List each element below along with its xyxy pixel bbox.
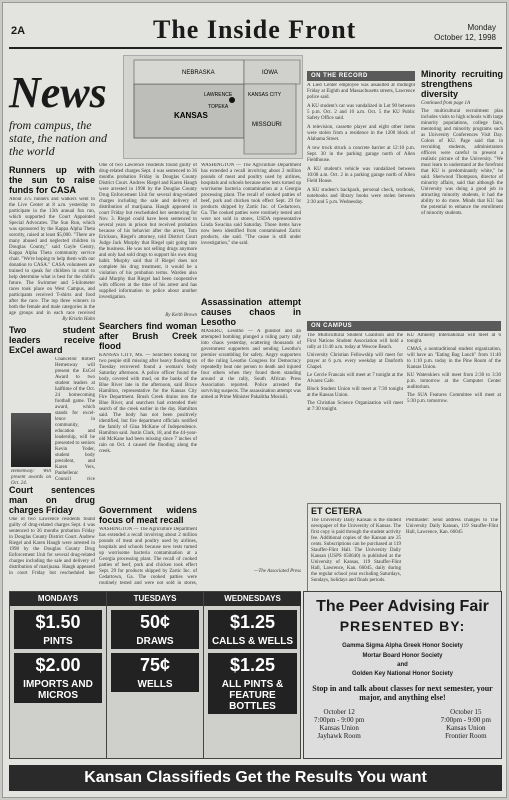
session-room: Frontier Room — [445, 732, 487, 740]
et-cetera-title: ET CETERA — [311, 506, 363, 516]
on-the-record-header: ON THE RECORD — [307, 71, 415, 81]
campus-item: KU Amnesty International will meet at 6 tonight. — [407, 333, 501, 344]
ad-item: CALLS & WELLS — [208, 634, 297, 649]
masthead-day: Monday — [467, 23, 496, 32]
map-label-lawrence: LAWRENCE — [204, 92, 233, 98]
map-graphic — [124, 56, 302, 158]
campus-item: University Christian Fellowship will meet for prayer at 6 p.m. every weekday at Danforth Chapel. — [307, 353, 403, 370]
session-room: Jayhawk Room — [317, 732, 361, 740]
twostudents-body: Chancellor Robert Hemenway will present the ExCel Award to two student leaders at halftime of the Oct. 24 homecoming football game. The award, which stands for excel-lence in community, education and leadership, will be presented to seniors Kevin Yoder, student body president, and Karen Vers, Panhellenic Council vice — [55, 357, 95, 482]
ad-price: 75¢ — [111, 653, 199, 677]
campus-item: CMAS, a nontraditional student organization, will have an "Eating Bag Lunch" from 11:40 to 1:10 p.m. today in the Pine Room of the Kansas Union. — [407, 347, 501, 370]
ad-day-tuesday: TUESDAYS — [107, 592, 203, 606]
advising-org-golden: Golden Key National Honor Society — [351, 671, 453, 677]
newspaper-page — [2, 2, 507, 798]
advising-title: The Peer Advising Fair — [316, 598, 489, 615]
advising-presented: PRESENTED BY: — [339, 618, 466, 634]
minority-body: The multicultural recruitment plan includes visits to high schools with large minority populations, college fairs, mentoring and minority programs such as University Conferences Visit Day. Colors of KU. Page said that in recruiting students, administrators officers were careful to present a realistic picture of the University. "We must learn to understand at the forefront that KU is predominantly white," he said. Sherwood Thompson, director of minority affairs, said that although the University was doing a good job in attracting minority students, it had the ability to do more. Minds that KU has the potential to enhance the enrollment of minority students. — [421, 109, 503, 216]
advising-session-1 — [314, 708, 364, 740]
ad-item: WELLS — [111, 677, 199, 692]
hemenway-caption: Hemenway: Will present awards on Oct. 24. — [11, 469, 51, 486]
assassination-byline: —The Associated Press — [254, 569, 301, 574]
masthead-date — [434, 23, 496, 43]
kansas-map — [123, 55, 303, 159]
record-item: A television, cassette player and eight other items were stolen from a residence in the 1200 block of Alabama Street. — [307, 125, 415, 142]
searchers-body: KANSAS CITY, Mo. — Searchers looking for two people still missing after heavy flooding on Tuesday recovered found a woman's body Saturday afternoon. A police officer found the body, covered with mud, on the banks of the Blue River late in the afternoon, said Bruce Hamilton, representative for the Kansas City Fire Department. Brush Creek drains into the Blue River, and searchers had extended their search of the creek earlier in the day. Hamilton said. The body has not been positively identified, but fire department officials notified the family of Gina McKane of Independence. Hamilton said. Justin Clark, 18, and the 44-year-old McKane had been missing since 7 inches of rain on Oct. 4 caused the flooding along the creek. — [99, 353, 197, 454]
session-time: 7:00pm - 9:00 pm — [314, 716, 365, 724]
hemenway-photo — [11, 413, 51, 467]
on-campus-list-right — [407, 333, 501, 498]
twostudents-headline: Two student leaders receive ExCel award — [9, 325, 95, 355]
court-continued: One of two Lawrence residents found guilty of drug-related charges Sept. 4 was sentenced to 36 months probation Friday in Douglas County District Court. Andrew Riegel and Karen Haugh were arrested in 1998 by the Douglas County Drug Enforcement Unit for several drug-related charges including the sale and delivery of distribution of marijuana. Haugh appeared in court Friday but rescheduled her sentencing for Nov. 3. Riegel could have been sentenced to several years in prison but received probation because of his behavior after the arrest, Tom Erickson, Riegel's attorney, told District Court Judge Jack Murphy that Riegel quit going into the business. He was not selling drugs anymore and only had sold drugs to support his own drug habit. Murphy said that if Riegel does not complete his drug treatment, it would be a violation of his probation terms. Warden also said Murphy that Riegel had been cooperative with officers at the time of his arrest and has supplied information to police about another investigation. — [99, 163, 197, 300]
record-item: A tow truck struck a concrete barrier at 12:10 p.m. Sept. 30 in the parking garage north of Allen Fieldhouse. — [307, 146, 415, 163]
ad-item: ALL PINTS & FEATURE BOTTLES — [208, 677, 297, 714]
map-label-kansas-city: KANSAS CITY — [248, 92, 282, 98]
session-place: Kansas Union — [319, 724, 359, 732]
map-label-nebraska: NEBRASKA — [182, 70, 215, 76]
session-time: 7:00pm - 9:00 pm — [440, 716, 491, 724]
runners-headline: Runners up with the sun to raise funds for CASA — [9, 165, 95, 195]
ad-day-monday: MONDAYS — [10, 592, 106, 606]
runners-body: About 375 runners and walkers went to the Live Center at 8 a.m. yesterday to participate in the 13th annual fun run, which supported the Court Appointed Special Advocates. The Sun Run, which was sponsored by the Kappa Alpha Theta sorority, raised at least $5,000. "There are many abused and neglected children in Douglas County," said Gayle Gentry, Kappa Alpha Theta community service chair. "We're hoping to help them with our donation to CASA." CASA volunteers are trained to speak for children in court to help determine what is best for the child's future. The Swimmer and 5-kilometer races took place on West Campus, and participants received T-shirts and food after the race. The top three winners in both the female and male categories in the age groups and in each race received — [9, 197, 95, 316]
page-number: 2A — [11, 25, 26, 37]
map-label-iowa: IOWA — [262, 70, 278, 76]
ad-price: $2.00 — [14, 653, 102, 677]
court-headline: Court sentences man on drug charges Friday — [9, 485, 95, 515]
et-cetera-box — [307, 503, 501, 603]
masthead-title: The Inside Front — [153, 15, 357, 44]
session-date: October 12 — [323, 708, 355, 716]
left-column — [9, 163, 95, 585]
government-continued: WASHINGTON — The Agriculture Department has extended a recall involving about 2 million pounds of meat and poultry used by airlines, hospitals and schools because new tests turned up worrisome bacteria contamination at a Georgia processing plant. The recall of cooked patties of beef, pork and chicken took effect Sept. 29 for products shipped by Zartic Inc. of Cedartown, Ga. The cooked patties were routinely tested and were not sold in stores, USDA representative Linda Swacina said Saturday. Those items have now been identified from contaminated Zartic products, she said. "The cause is still under investigation," she said. — [201, 163, 301, 246]
map-label-missouri: MISSOURI — [252, 122, 282, 128]
ad-price: 50¢ — [111, 610, 199, 634]
on-campus-header: ON CAMPUS — [307, 321, 501, 331]
campus-item: Le Cercle Francais will meet at 7 tonight at the Alvarez Cafe. — [307, 373, 403, 384]
peer-advising-ad — [303, 591, 502, 759]
middle-column-1 — [99, 163, 197, 585]
ad-item: PINTS — [14, 634, 102, 649]
news-subtitle: from campus, the state, the nation and the world — [9, 118, 107, 158]
on-campus-list-left — [307, 333, 403, 498]
ad-item: DRAWS — [111, 634, 199, 649]
news-title: News — [9, 68, 107, 117]
masthead-rule — [9, 47, 502, 49]
record-item: A KU student's vehicle was vandalized between 10:08 a.m. Oct. 2 in a parking garage north of Allen Field House. — [307, 167, 415, 184]
drink-specials-ad — [9, 591, 301, 759]
minority-continued: Continued from page 1A — [421, 101, 471, 106]
assassination-headline: Assassination attempt causes chaos in Lesotho — [201, 297, 301, 327]
ad-item: IMPORTS AND MICROS — [14, 677, 102, 703]
map-label-kansas: KANSAS — [174, 111, 208, 120]
session-place: Kansas Union — [446, 724, 486, 732]
ad-column-wednesday — [204, 592, 301, 758]
advising-dates — [314, 708, 491, 740]
session-date: October 15 — [450, 708, 482, 716]
campus-item: The SUA Features Committee will meet at 5:30 p.m. tomorrow. — [407, 393, 501, 404]
ad-price: $1.25 — [208, 653, 297, 677]
et-cetera-postmaster: Postmaster: Send address changes to The University Daily Kansan, 119 Stauffer-Flint Hall, Lawrence, Kan. 66045 — [406, 518, 498, 535]
runners-byline: By Kristin Hahn — [62, 317, 95, 322]
court-body: One of two Lawrence residents found guilty of drug-related charges Sept. 4 was sentenced to 36 months probation Friday in Douglas County District Court. Andrew Riegel and Karen Haugh were arrested in 1998 by the Douglas County Drug Enforcement Unit for several drug-related charges including the sale and delivery of distribution of marijuana. Haugh appeared in court Friday but rescheduled her — [9, 517, 95, 576]
advising-and: and — [397, 662, 408, 668]
assassination-body: MASERU, Lesotho — A gunshot and an attempted bombing plunged a ruling party rally into chaos yesterday, scattering thousands of government supporters and sending Lesotho's premier scrambling for safety. Angry supporters of the ruling Lesotho Congress for Democracy repeatedly beat one person to death and injured four others when they found them standing around at the rally, South African Press Association reported. Police arrested the surviving suspects. The assassination attempt was aimed at Prime Minister Pakalitha Mosisili. — [201, 329, 301, 400]
record-item: A KU student's car was vandalized in Lot 90 between 5 p.m. Oct. 2 and 10 a.m. Oct. 5 the KU Public Safety Office said. — [307, 104, 415, 121]
ad-price: $1.25 — [208, 610, 297, 634]
news-section-header — [9, 55, 119, 159]
advising-org-mortar: Mortar Board Honor Society — [362, 653, 443, 659]
middle-column-2 — [201, 163, 301, 585]
masthead-full-date: October 12, 1998 — [434, 33, 496, 42]
classifieds-banner: Kansan Classifieds Get the Results You want — [9, 765, 502, 791]
government-body: WASHINGTON — The Agriculture Department has extended a recall involving about 2 million pounds of meat and poultry used by airlines, hospitals and schools because new tests turned up worrisome bacteria contamination at a Georgia processing plant. The recall of cooked patties of beef, pork and chicken took effect Sept. 29 for products shipped by Zartic Inc. of Cedartown, Ga. The cooked patties were routinely tested and were not sold in stores, — [99, 527, 197, 585]
advising-org-gamma: Gamma Sigma Alpha Greek Honor Society — [342, 643, 463, 649]
et-cetera-body: The University Daily Kansan is the student newspaper of the University of Kansas. The first copy is paid through the student activity fee. Additional copies of the Kansan are 25 cents. Subscriptions can be purchased at 119 Stauffer-Flint Hall. The University Daily Kansan (USPS 650640) is published at the University of Kansas, 119 Stauffer-Flint Hall, Lawrence, Kan. 66045, daily during the regular school year excluding Saturdays, Sundays, holidays and finals periods. — [311, 518, 401, 583]
on-the-record-list — [307, 83, 415, 307]
minority-article — [421, 67, 503, 317]
campus-item: The Christian Science Organization will meet at 7:30 tonight. — [307, 401, 403, 412]
record-item: A Lied Center employee was assaulted at midnight Friday at Eighth and Massachusetts streets, Lawrence police said. — [307, 83, 415, 100]
court-byline: By Keith Brown — [165, 313, 197, 318]
ad-price: $1.50 — [14, 610, 102, 634]
minority-headline: Minority recruiting strengthens diversity — [421, 69, 503, 99]
campus-item: KU Waterskiers will meet from 2:30 to 3:30 p.m. tomorrow at the Computer Center auditorium. — [407, 373, 501, 390]
searchers-headline: Searchers find woman after Brush Creek flood — [99, 321, 197, 351]
advising-session-2 — [441, 708, 491, 740]
advising-message: Stop in and talk about classes for next semester, your major, and anything else! — [312, 684, 493, 702]
ad-column-tuesday — [107, 592, 204, 758]
map-label-topeka: TOPEKA — [208, 104, 229, 110]
ad-column-monday — [10, 592, 107, 758]
government-headline: Government widens focus of meat recall — [99, 505, 197, 525]
campus-item: Block Student Union will meet at 7:30 tonight at the Kansas Union. — [307, 387, 403, 398]
record-item: A KU student's backpack, personal check, textbook, notebooks and library books were stolen between 2:30 and 5 p.m. Wednesday. — [307, 188, 415, 205]
campus-item: The Multicultural Student Coalition and the First Nations Student Association will hold a rally at 11:40 a.m. today at Wescoe Beach. — [307, 333, 403, 350]
ad-day-wednesday: WEDNESDAYS — [204, 592, 301, 606]
